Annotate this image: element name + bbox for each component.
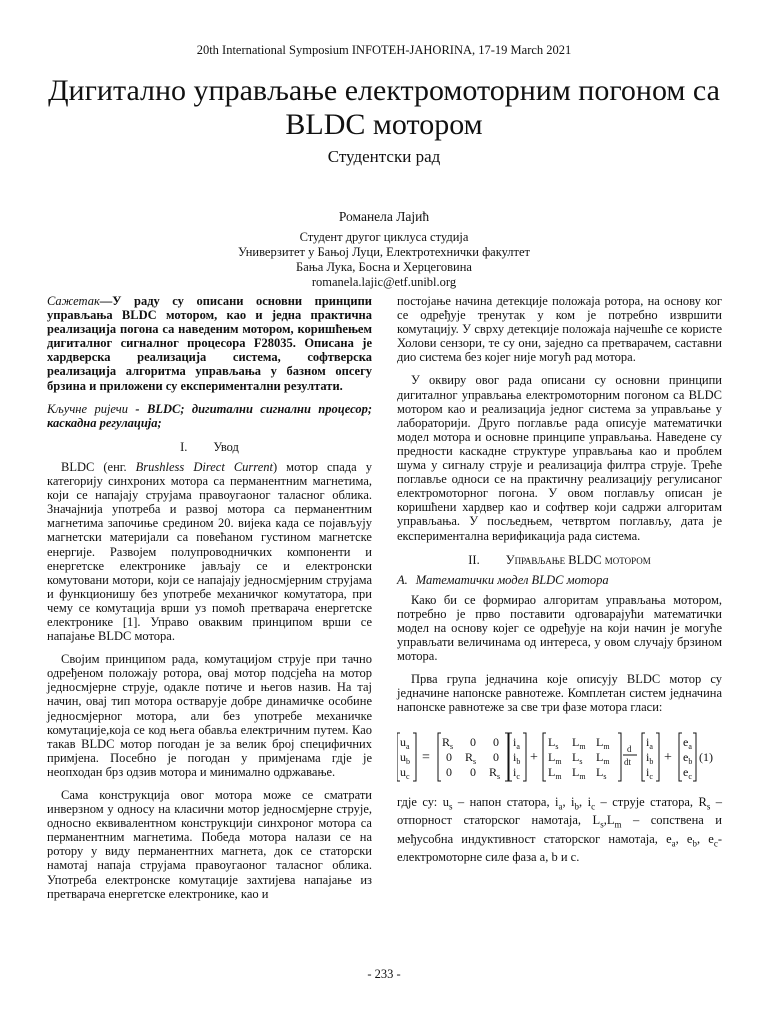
svg-text:ea: $e_a$ — [683, 734, 692, 751]
abstract-label: Сажетак — [47, 294, 100, 308]
right-column — [397, 294, 722, 864]
paragraph: BLDC (енг. Brushless Direct Current) мотор спада у категорију синхроних мотора са перманентним магнетима, који се напајају струјама правоугаоног таласног облика. Значајнија употреба и развој мотора са перманентним магнетима започиње средином 20. вијека када се појављују магнетски материјали са повећаном густином магнетске енергије. Развојем полупроводничких компоненти и енергетске електронике јављају се и електронски комутовани мотори, који се напајају једносмјерним струјама и функционишу без употребе механичког комутатора, при чему се комутација врши уз помоћ претварача енергетске електронике [1]. Управо оваквим принципом врши се напајање BLDC мотора. — [47, 459, 372, 644]
section-title: Управљање BLDC мотором — [505, 552, 651, 567]
svg-text:0: 0 — [493, 734, 499, 749]
author-email: romanela.lajic@etf.unibl.org — [311, 275, 457, 289]
left-column — [47, 294, 372, 901]
section-heading-intro — [47, 440, 372, 454]
subsection-title: Математички модел BLDC мотора — [415, 572, 609, 587]
author-name: Романела Лајић — [338, 209, 430, 224]
subsection-heading — [397, 573, 722, 587]
svg-text:Lm: $L_m$ — [572, 734, 586, 751]
equation-graphic — [397, 727, 742, 787]
svg-text:dt: dt — [624, 756, 632, 767]
paragraph: Својим принципом рада, комутацијом струје при тачно одређеном положају ротора, овај мотор подсјећа на мотор једносмјерне струје, одакле потиче и његов назив. На тај начин, овај тип мотора остварује добре динамичке особине једносмјерног мотора, али без употребе механичке комутације,која се код њега обавља електричним путем. Као такав BLDC мотор погодан је за велик број специфичних примјена. Посебно је погодан у примјенама гдје је неопходан брз одзив мотора и минимално одржавање. — [47, 652, 372, 779]
paragraph: Како би се формирао алгоритам управљања мотором, потребно је прво поставити одговарајући математички модел на основу којег се одређује на који начин је могуће управљати величинама од интереса, у овом случају брзином мотора. — [397, 592, 722, 664]
svg-text:Ls: $L_s$ — [596, 764, 607, 781]
subsection-number: A. — [397, 572, 408, 587]
svg-text:+: + — [664, 749, 672, 765]
keywords-text: - BLDC; дигитални сигнални процесор; каскадна регулација; — [47, 401, 372, 430]
svg-text:Lm: $L_m$ — [596, 749, 610, 766]
author-block — [0, 209, 768, 290]
svg-text:ub: $u_b$ — [400, 749, 410, 766]
equation-voltage-balance — [397, 727, 722, 787]
paragraph-symbol-definitions: гдје су: $u_s$ – напон статора, $i_a$, $i_b$, $i_c$ – струје статора, $R_s$ – отпорност статорског намотаја, $L_s,L_m$ – сопствена и међусобна индуктивност статорског намотаја, $e_a$, $e_b$, $e_c-$ електромоторне силе фаза a, b и c. — [397, 794, 723, 865]
svg-text:=: = — [422, 749, 430, 765]
author-affiliation-line: Студент другог циклуса студија — [299, 230, 469, 244]
svg-text:Lm: $L_m$ — [548, 764, 562, 781]
author-affiliation-line: Бања Лука, Босна и Херцеговина — [296, 260, 472, 274]
svg-text:0: 0 — [446, 749, 452, 764]
abstract — [47, 294, 372, 393]
svg-text:eb: $e_b$ — [683, 749, 693, 766]
section-heading-bldc-control — [397, 553, 722, 567]
svg-text:ic: $i_c$ — [513, 764, 520, 781]
abstract-text: —У раду су описани основни принципи управљања BLDC мотором, као и једна практична реализација погона са наведеним мотором, коришћењем дигиталног сигналног процесора F28035. Описана је хардверска реализација система, софтверска реализација алгоритма управљања у базном опсегу брзина и приложени су експериментални резултати. — [47, 294, 372, 393]
svg-text:ib: $i_b$ — [513, 749, 521, 766]
svg-text:Lm: $L_m$ — [548, 749, 562, 766]
svg-text:Rs: $R_s$ — [442, 734, 454, 751]
svg-text:Ls: $L_s$ — [548, 734, 559, 751]
svg-text:Rs: $R_s$ — [489, 764, 501, 781]
svg-text:ia: $i_a$ — [513, 734, 520, 751]
svg-text:Rs: $R_s$ — [465, 749, 477, 766]
svg-text:0: 0 — [470, 734, 476, 749]
paragraph: постојање начина детекције положаја ротора, на основу ког се одређује тренутак у ком је потребно извршити комутацију. У сврху детекције положаја најчешће се користе Холови сензори, те су они, заједно са претварачем, саставни дио система без којег није могућ рад мотора. — [397, 294, 722, 365]
svg-text:Ls: $L_s$ — [572, 749, 583, 766]
svg-text:ic: $i_c$ — [646, 764, 653, 781]
svg-text:Lm: $L_m$ — [572, 764, 586, 781]
svg-text:0: 0 — [493, 749, 499, 764]
svg-text:0: 0 — [470, 764, 476, 779]
paragraph: Сама конструкција овог мотора може се сматрати инверзном у односу на класични мотор једносмјерне струје, односно еквивалентном конструкцији синхроног мотора са перманентним магнетима. Победа мотора налази се на ротору у виду перманентних магнета, док се статорски намотај напаја струјама правоугаоног таласног облика. Употреба електронске комутације захтијева напајање из претварача енергетске електронике, као и — [47, 788, 372, 901]
svg-text:ib: $i_b$ — [646, 749, 654, 766]
emphasis: Brushless Direct Current — [135, 459, 273, 474]
section-title: Увод — [213, 439, 239, 454]
equation-number: (1) — [699, 749, 713, 764]
section-number: II. — [468, 552, 480, 567]
paper-title: Дигитално управљање електромоторним погоном са BLDC мотором — [48, 74, 720, 141]
keywords — [47, 402, 372, 430]
svg-text:ia: $i_a$ — [646, 734, 653, 751]
paragraph: У оквиру овог рада описани су основни принципи дигиталног управљања електромоторним погоном са BLDC мотором као и реализација једног система за управљање у лабораторији. Друго поглавље рада описује математички модел мотора и основне принципе управљања. Наведене су предности каскадне структуре управљања као и проблем шума у сигналу струје и реализација филтра струје. Треће поглавље односи се на практичну реализацију регулисаног електромоторног погона. У овом поглављу описан је коришћени хардвер као и софтвер који садржи алгоритам управљања. У посљедњем, четвртом поглављу, дата је експериментална верификација рада система. — [397, 373, 722, 543]
svg-text:ua: $u_a$ — [400, 734, 410, 751]
svg-text:+: + — [530, 749, 538, 765]
keywords-label: Кључне ријечи — [47, 401, 129, 416]
paper-subtitle: Студентски рад — [327, 147, 441, 166]
svg-text:d: d — [627, 743, 632, 754]
conference-header: 20th International Symposium INFOTEH-JAHORINA, 17-19 March 2021 — [196, 43, 572, 57]
author-affiliation-line: Универзитет у Бањој Луци, Електротехнички факултет — [237, 245, 531, 259]
svg-text:uc: $u_c$ — [400, 764, 410, 781]
page-number: - 233 - — [367, 967, 401, 981]
svg-text:ec: $e_c$ — [683, 764, 692, 781]
svg-text:Lm: $L_m$ — [596, 734, 610, 751]
paragraph: Прва група једначина које описују BLDC мотор су једначине напонске равнотеже. Комплетан систем једначина напонске равнотеже за све три фазе мотора гласи: — [397, 672, 722, 715]
section-number: I. — [180, 439, 188, 454]
svg-text:0: 0 — [446, 764, 452, 779]
